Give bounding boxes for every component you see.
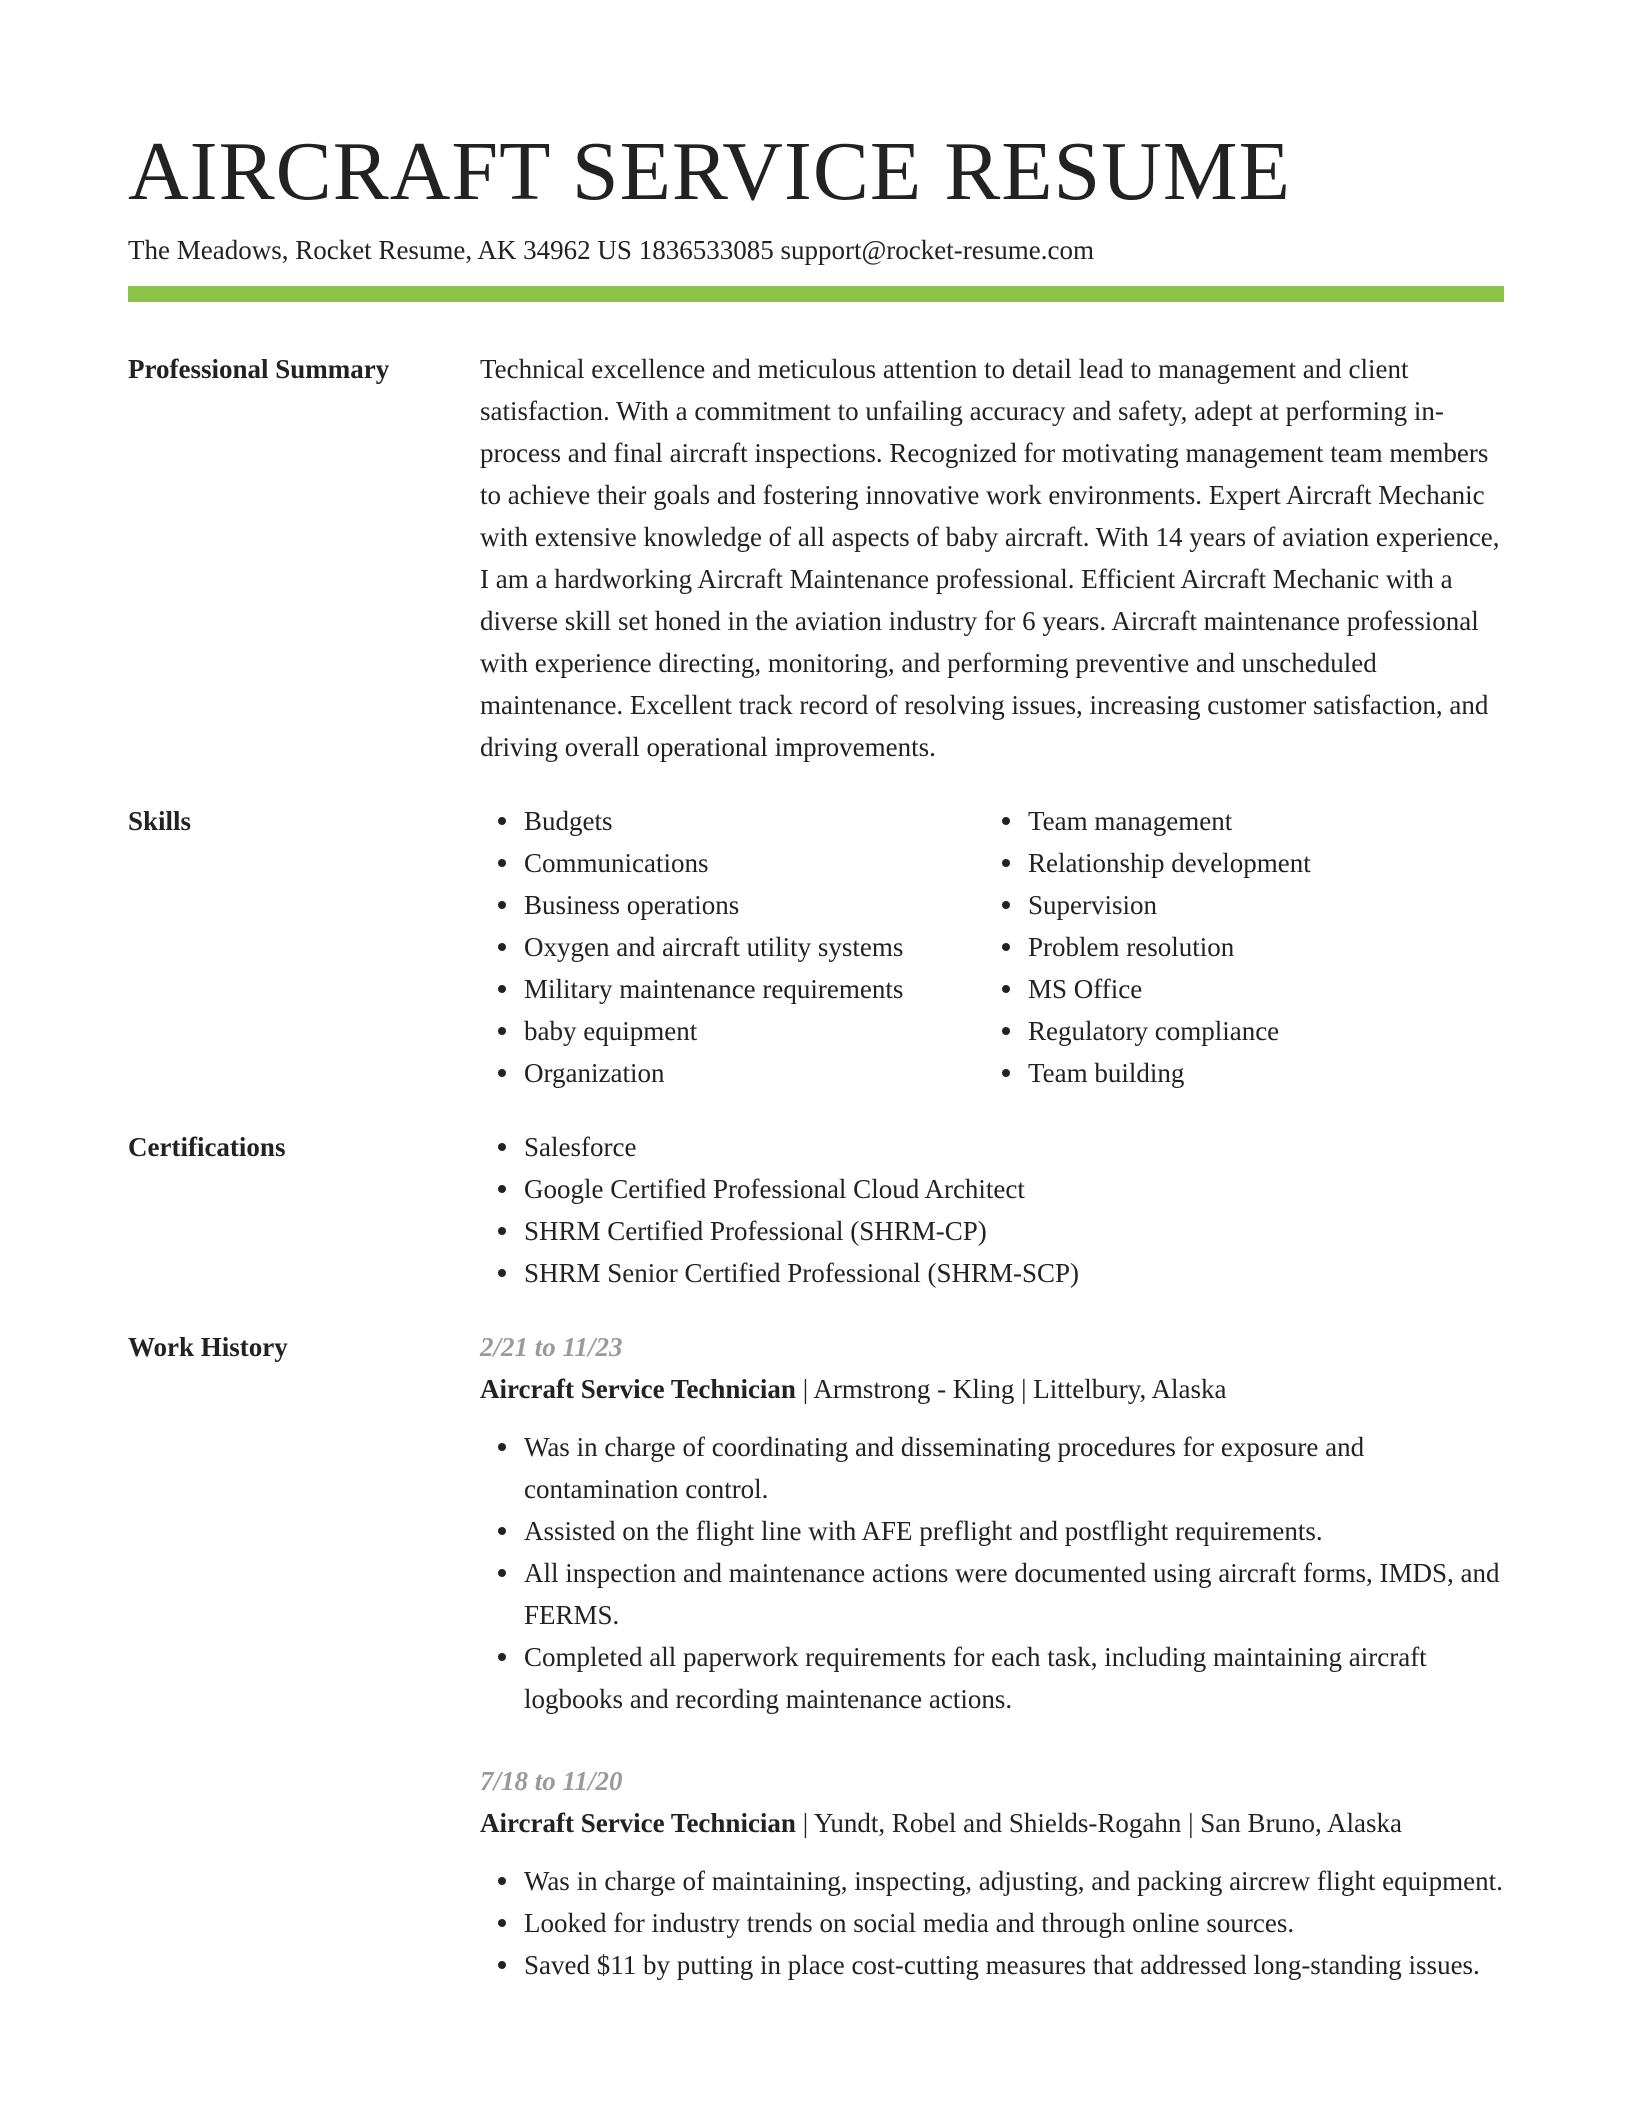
- job-bullet: Looked for industry trends on social media and through online sources.: [524, 1902, 1504, 1944]
- skill-item: Team building: [1028, 1052, 1488, 1094]
- job-details: | Armstrong - Kling | Littelbury, Alaska: [795, 1374, 1227, 1404]
- certifications-section: [128, 1126, 1504, 1294]
- job-entry: [480, 1760, 1504, 1986]
- certifications-label: Certifications: [128, 1132, 286, 1162]
- job-heading: [480, 1802, 1504, 1844]
- job-bullet: Was in charge of coordinating and disseminating procedures for exposure and contamination control.: [524, 1426, 1504, 1510]
- skill-item: Military maintenance requirements: [524, 968, 984, 1010]
- job-bullets: [480, 1426, 1504, 1720]
- skill-item: Oxygen and aircraft utility systems: [524, 926, 984, 968]
- certifications-list: [480, 1126, 1504, 1294]
- skills-section: [128, 800, 1504, 1094]
- job-details: | Yundt, Robel and Shields-Rogahn | San Bruno, Alaska: [795, 1808, 1402, 1838]
- skill-item: Communications: [524, 842, 984, 884]
- skill-item: Problem resolution: [1028, 926, 1488, 968]
- skills-label: Skills: [128, 806, 192, 836]
- contact-line: The Meadows, Rocket Resume, AK 34962 US 1836533085 support@rocket-resume.com: [128, 235, 1094, 265]
- job-bullet: All inspection and maintenance actions were documented using aircraft forms, IMDS, and FERMS.: [524, 1552, 1504, 1636]
- job-entry: [480, 1326, 1504, 1720]
- skill-item: Relationship development: [1028, 842, 1488, 884]
- skill-item: Supervision: [1028, 884, 1488, 926]
- resume-title: AIRCRAFT SERVICE RESUME: [128, 125, 1291, 218]
- accent-divider: [128, 286, 1504, 302]
- job-bullets: [480, 1860, 1504, 1986]
- job-heading: [480, 1368, 1504, 1410]
- skill-item: Team management: [1028, 800, 1488, 842]
- job-bullet: Was in charge of maintaining, inspecting, adjusting, and packing aircrew flight equipment.: [524, 1860, 1504, 1902]
- certifications-body: [480, 1126, 1504, 1294]
- work-history-body: [480, 1326, 1504, 2026]
- job-bullet: Saved $11 by putting in place cost-cutting measures that addressed long-standing issues.: [524, 1944, 1504, 1986]
- skill-item: baby equipment: [524, 1010, 984, 1052]
- job-title: Aircraft Service Technician: [480, 1808, 796, 1838]
- skill-item: Budgets: [524, 800, 984, 842]
- skills-column-right: [984, 800, 1488, 1094]
- work-history-label: Work History: [128, 1332, 288, 1362]
- job-bullet: Completed all paperwork requirements for each task, including maintaining aircraft logbooks and recording maintenance actions.: [524, 1636, 1504, 1720]
- skills-column-left: [480, 800, 984, 1094]
- skills-list-right: [984, 800, 1488, 1094]
- job-dates: 7/18 to 11/20: [480, 1766, 623, 1796]
- summary-body: [480, 348, 1504, 768]
- job-dates: 2/21 to 11/23: [480, 1332, 623, 1362]
- summary-section: [128, 348, 1504, 768]
- skill-item: Business operations: [524, 884, 984, 926]
- summary-label: Professional Summary: [128, 354, 390, 384]
- work-history-section: [128, 1326, 1504, 2026]
- skill-item: Regulatory compliance: [1028, 1010, 1488, 1052]
- certification-item: Google Certified Professional Cloud Architect: [524, 1168, 1504, 1210]
- certification-item: SHRM Certified Professional (SHRM-CP): [524, 1210, 1504, 1252]
- job-bullet: Assisted on the flight line with AFE preflight and postflight requirements.: [524, 1510, 1504, 1552]
- skills-body: [480, 800, 1504, 1094]
- skill-item: MS Office: [1028, 968, 1488, 1010]
- certification-item: Salesforce: [524, 1126, 1504, 1168]
- skills-list-left: [480, 800, 984, 1094]
- skill-item: Organization: [524, 1052, 984, 1094]
- certification-item: SHRM Senior Certified Professional (SHRM-SCP): [524, 1252, 1504, 1294]
- summary-text: Technical excellence and meticulous attention to detail lead to management and client satisfaction. With a commitment to unfailing accuracy and safety, adept at performing in-process and final aircraft inspections. Recognized for motivating management team members to achieve their goals and fostering innovative work environments. Expert Aircraft Mechanic with extensive knowledge of all aspects of baby aircraft. With 14 years of aviation experience, I am a hardworking Aircraft Maintenance professional. Efficient Aircraft Mechanic with a diverse skill set honed in the aviation industry for 6 years. Aircraft maintenance professional with experience directing, monitoring, and performing preventive and unscheduled maintenance. Excellent track record of resolving issues, increasing customer satisfaction, and driving overall operational improvements.: [480, 354, 1500, 762]
- job-title: Aircraft Service Technician: [480, 1374, 796, 1404]
